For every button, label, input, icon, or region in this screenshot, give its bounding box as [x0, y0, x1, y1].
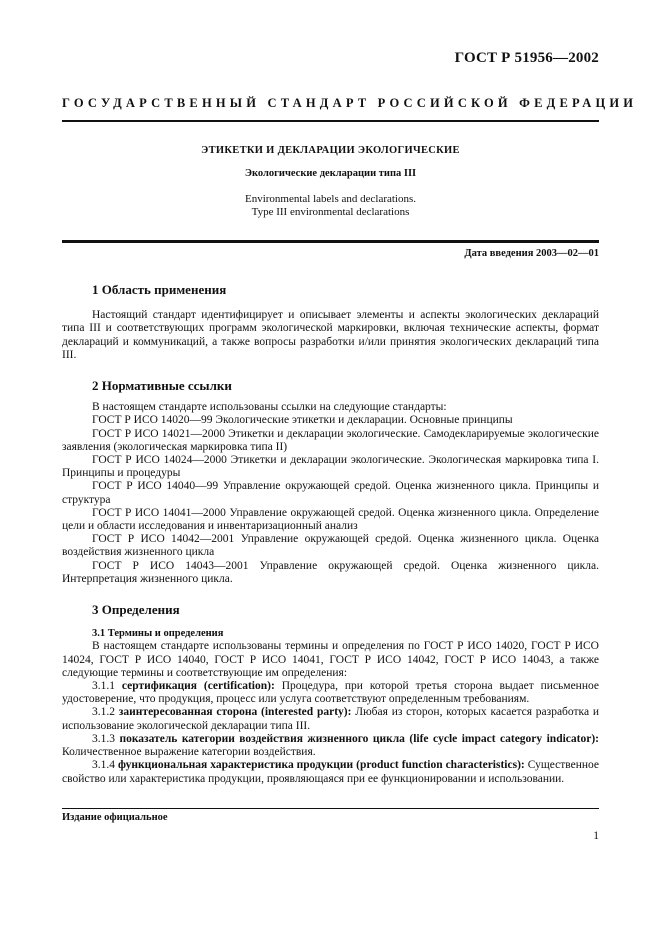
main-content [62, 283, 599, 786]
term-definition [62, 680, 599, 706]
term-name: сертификация (certification): [121, 680, 275, 693]
english-title-line2: Type III environmental declarations [251, 206, 410, 218]
footer-rule [62, 808, 599, 809]
title-rule [62, 240, 599, 243]
reference-item: ГОСТ Р ИСО 14040—99 Управление окружающей средой. Оценка жизненного цикла. Принципы и структура [62, 480, 599, 506]
term-definition [62, 759, 599, 785]
term-name: заинтересованная сторона (interested party): [118, 706, 352, 719]
english-title-line1: Environmental labels and declarations. [244, 193, 417, 205]
term-text: Существенное свойство или характеристика продукции, проявляющаяся при ее функционировании и использовании. [62, 759, 599, 785]
subsection-3-1-heading: 3.1 Термины и определения [92, 628, 224, 640]
section-1-heading: 1 Область применения [92, 282, 227, 297]
term-number: 3.1.1 [92, 680, 115, 693]
section-2-heading: 2 Нормативные ссылки [92, 378, 232, 394]
document-title: ЭТИКЕТКИ И ДЕКЛАРАЦИИ ЭКОЛОГИЧЕСКИЕ [201, 145, 460, 156]
term-number: 3.1.3 [92, 732, 115, 745]
term-number: 3.1.2 [92, 706, 115, 719]
term-text: Количественное выражение категории воздействия. [62, 746, 316, 759]
reference-item: ГОСТ Р ИСО 14021—2000 Этикетки и декларации экологические. Самодекларируемые экологические заявления (экологическая маркировка типа II) [62, 427, 599, 453]
edition-note: Издание официальное [62, 812, 168, 823]
section-3-intro: В настоящем стандарте использованы термины и определения по ГОСТ Р ИСО 14020, ГОСТ Р ИСО 14024, ГОСТ Р ИСО 14040, ГОСТ Р ИСО 14041, ГОСТ Р ИСО 14042, ГОСТ Р ИСО 14043, а также следующие термины и соответствующие им определения: [62, 640, 599, 679]
header-rule [62, 120, 599, 122]
section-3-heading: 3 Определения [92, 602, 180, 618]
section-2-intro: В настоящем стандарте использованы ссылки на следующие стандарты: [92, 401, 447, 414]
term-name: показатель категории воздействия жизненного цикла (life cycle impact category indicator): [119, 732, 599, 745]
standard-code: ГОСТ Р 51956—2002 [454, 50, 599, 66]
section-1-text: Настоящий стандарт идентифицирует и описывает элементы и аспекты экологических деклараций типа III и соответствующих программ экологической маркировки, включая технические аспекты, формат деклараций и коммуникаций, а также вопросы разработки и/или принятия экологических деклараций типа III. [62, 309, 599, 361]
term-number: 3.1.4 [92, 759, 115, 772]
term-definition [62, 706, 599, 732]
reference-item: ГОСТ Р ИСО 14041—2000 Управление окружающей средой. Оценка жизненного цикла. Определение цели и области исследования и инвентаризационный анализ [62, 506, 599, 533]
reference-item: ГОСТ Р ИСО 14043—2001 Управление окружающей средой. Оценка жизненного цикла. Интерпретация жизненного цикла. [62, 559, 599, 585]
reference-item: ГОСТ Р ИСО 14042—2001 Управление окружающей средой. Оценка жизненного цикла. Оценка воздействия жизненного цикла [62, 533, 599, 559]
document-subtitle: Экологические декларации типа III [244, 168, 417, 179]
page-number: 1 [593, 830, 599, 842]
term-definition [62, 733, 599, 759]
standard-type-title: ГОСУДАРСТВЕННЫЙ СТАНДАРТ РОССИЙСКОЙ ФЕДЕРАЦИИ [62, 96, 638, 110]
reference-item: ГОСТ Р ИСО 14020—99 Экологические этикетки и декларации. Основные принципы [92, 414, 513, 427]
introduction-date: Дата введения 2003—02—01 [464, 248, 599, 259]
reference-item: ГОСТ Р ИСО 14024—2000 Этикетки и декларации экологические. Экологическая маркировка типа I. Принципы и процедуры [62, 454, 599, 480]
english-title [62, 193, 599, 219]
term-text: Процедура, при которой третья сторона выдает письменное удостоверение, что продукция, процесс или услуга соответствуют определенным требованиям. [62, 680, 599, 706]
section-3-body [62, 627, 599, 785]
term-name: функциональная характеристика продукции (product function characteristics): [117, 759, 525, 772]
term-text: Любая из сторон, которых касается разработка и использование экологической декларации типа III. [62, 706, 599, 732]
section-2-body [62, 401, 599, 586]
